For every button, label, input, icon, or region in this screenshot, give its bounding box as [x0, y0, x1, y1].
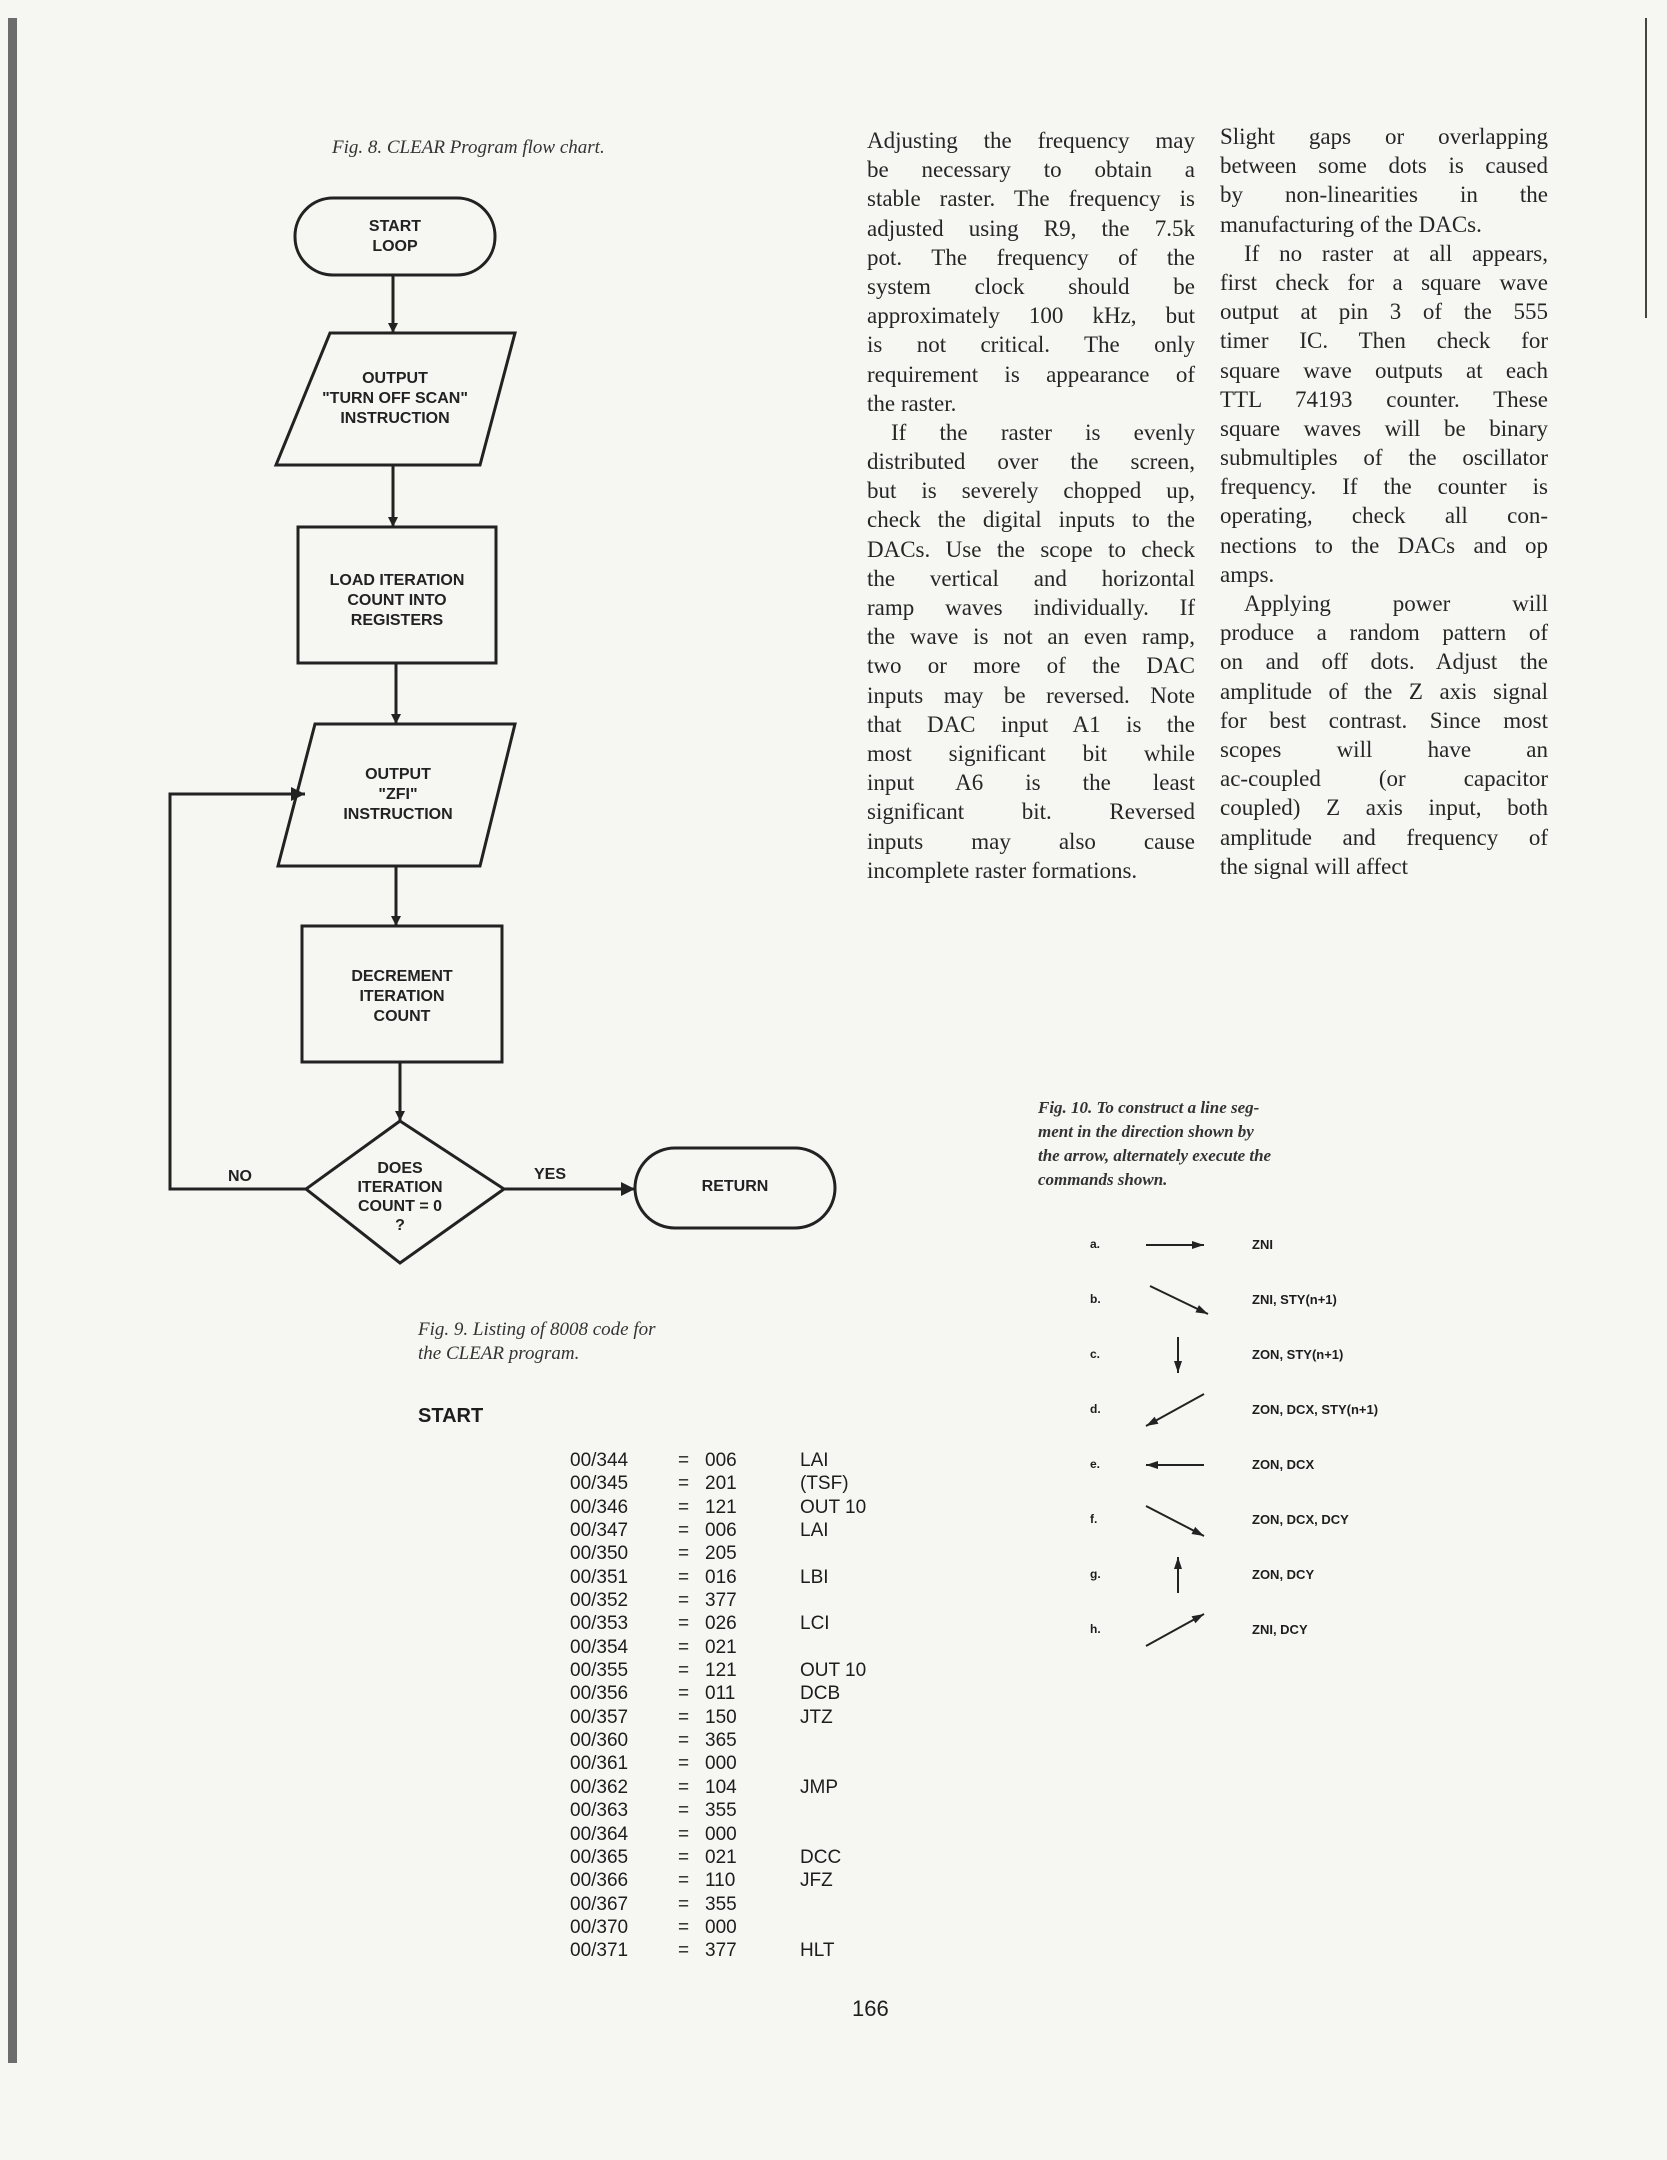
- fig9-start-label: START: [418, 1405, 484, 1427]
- listing-eq: =: [678, 1800, 690, 1822]
- fig10-row-letter: e.: [1090, 1457, 1101, 1471]
- text-line: Slight gaps or overlapping: [1220, 124, 1548, 149]
- listing-code: 150: [705, 1706, 737, 1728]
- listing-addr: 00/360: [570, 1730, 629, 1752]
- listing-mnem: [800, 1636, 920, 1659]
- text-line: distributed over the screen,: [867, 449, 1195, 475]
- listing-row: [570, 1729, 920, 1752]
- fig10-row: [1090, 1555, 1470, 1595]
- fig10-row: [1090, 1225, 1470, 1265]
- listing-addr: 00/345: [570, 1473, 629, 1495]
- text-line: produce a random pattern of: [1220, 620, 1548, 646]
- decision-label: DOES ITERATION COUNT = 0 ?: [357, 1160, 443, 1234]
- text-line: frequency. If the counter is: [1220, 474, 1548, 500]
- text-line: ramp waves individually. If: [867, 595, 1195, 620]
- fig9-caption-line2: the CLEAR program.: [418, 1343, 580, 1364]
- fig8-flowchart: [150, 185, 850, 1275]
- listing-row: [570, 1659, 920, 1682]
- listing-row: [570, 1589, 920, 1612]
- listing-row: [570, 1612, 920, 1635]
- start-loop-label: START LOOP: [368, 218, 422, 255]
- listing-code: 000: [705, 1916, 737, 1938]
- listing-code: 104: [705, 1776, 737, 1798]
- text-line: TTL 74193 counter. These: [1220, 386, 1548, 412]
- listing-addr: 00/371: [570, 1940, 629, 1962]
- listing-eq: =: [678, 1496, 690, 1518]
- listing-code: 000: [705, 1753, 737, 1775]
- text-line: adjusted using R9, the 7.5k: [867, 215, 1195, 241]
- listing-eq: =: [678, 1543, 690, 1565]
- fig10-row-letter: g.: [1090, 1567, 1101, 1581]
- fig10-row-letter: b.: [1090, 1292, 1101, 1306]
- listing-row: [570, 1752, 920, 1775]
- listing-addr: 00/350: [570, 1543, 629, 1565]
- listing-code: 006: [705, 1450, 737, 1471]
- text-line: significant bit. Reversed: [867, 799, 1195, 825]
- fig10-caption-line: ment in the direction shown by: [1038, 1122, 1254, 1141]
- listing-eq: =: [678, 1730, 690, 1752]
- fig10-row: [1090, 1390, 1470, 1430]
- fig10-command: ZON, DCY: [1252, 1567, 1315, 1582]
- direction-arrow-icon: [1138, 1390, 1218, 1430]
- direction-arrow-icon: [1138, 1555, 1218, 1595]
- listing-addr: 00/365: [570, 1846, 629, 1868]
- fig10-row-letter: h.: [1090, 1622, 1101, 1636]
- listing-code: 011: [705, 1683, 736, 1705]
- listing-eq: =: [678, 1613, 690, 1635]
- listing-row: [570, 1636, 920, 1659]
- listing-code: 110: [705, 1870, 736, 1892]
- listing-mnem: (TSF): [800, 1473, 849, 1495]
- listing-row: [570, 1449, 920, 1472]
- listing-mnem: LAI: [800, 1520, 829, 1542]
- page-number: 166: [852, 1996, 889, 2021]
- listing-addr: 00/357: [570, 1706, 629, 1728]
- fig10-row: [1090, 1610, 1470, 1650]
- fig10-command: ZNI, STY(n+1): [1252, 1292, 1337, 1307]
- listing-mnem: HLT: [800, 1940, 835, 1962]
- listing-mnem: [800, 1916, 920, 1939]
- listing-code: 000: [705, 1823, 737, 1845]
- text-line: but is severely chopped up,: [867, 478, 1195, 504]
- output-zfi-label: OUTPUT "ZFI" INSTRUCTION: [343, 766, 453, 823]
- listing-code: 377: [705, 1940, 737, 1962]
- fig10-command: ZON, DCX, STY(n+1): [1252, 1402, 1379, 1417]
- listing-addr: 00/347: [570, 1520, 629, 1542]
- listing-row: [570, 1916, 920, 1939]
- listing-eq: =: [678, 1823, 690, 1845]
- decrement-label: DECREMENT ITERATION COUNT: [351, 968, 453, 1025]
- listing-addr: 00/366: [570, 1870, 629, 1892]
- listing-code: 021: [705, 1636, 737, 1658]
- listing-eq: =: [678, 1753, 690, 1775]
- text-line: the wave is not an even ramp,: [867, 624, 1195, 650]
- listing-addr: 00/344: [570, 1450, 629, 1471]
- output-scan-label: OUTPUT "TURN OFF SCAN" INSTRUCTION: [322, 370, 468, 427]
- scan-edge-left: [8, 18, 17, 2063]
- text-line: most significant bit while: [867, 740, 1195, 766]
- fig9-caption-line1: Fig. 9. Listing of 8008 code for: [418, 1319, 656, 1340]
- text-line: system clock should be: [867, 273, 1195, 299]
- listing-addr: 00/367: [570, 1893, 629, 1915]
- fig10-row-letter: d.: [1090, 1402, 1101, 1416]
- listing-row: [570, 1823, 920, 1846]
- listing-addr: 00/351: [570, 1566, 629, 1588]
- listing-code: 121: [705, 1660, 737, 1682]
- listing-mnem: JTZ: [800, 1706, 833, 1728]
- listing-mnem: DCC: [800, 1846, 842, 1868]
- listing-eq: =: [678, 1776, 690, 1798]
- fig10-caption-line: the arrow, alternately execute the: [1038, 1146, 1272, 1165]
- listing-addr: 00/370: [570, 1916, 629, 1938]
- text-line: Applying power will: [1244, 591, 1548, 616]
- listing-eq: =: [678, 1683, 690, 1705]
- listing-code: 205: [705, 1543, 737, 1565]
- text-line: incomplete raster formations.: [867, 857, 1138, 883]
- listing-mnem: [800, 1823, 920, 1846]
- text-line: pot. The frequency of the: [867, 244, 1195, 270]
- listing-row: [570, 1869, 920, 1892]
- fig8-caption: Fig. 8. CLEAR Program flow chart.: [332, 137, 605, 158]
- text-line: two or more of the DAC: [867, 653, 1195, 679]
- listing-mnem: [800, 1893, 920, 1916]
- text-line: timer IC. Then check for: [1220, 328, 1548, 354]
- listing-eq: =: [678, 1566, 690, 1588]
- fig10-row: [1090, 1500, 1470, 1540]
- listing-code: 021: [705, 1846, 737, 1868]
- text-line: coupled) Z axis input, both: [1220, 795, 1548, 821]
- fig10-row: [1090, 1280, 1470, 1320]
- listing-code: 355: [705, 1893, 737, 1915]
- listing-mnem: LAI: [800, 1450, 829, 1471]
- listing-code: 121: [705, 1496, 737, 1518]
- text-line: output at pin 3 of the 555: [1220, 299, 1548, 325]
- listing-mnem: JMP: [800, 1776, 838, 1798]
- fig10-command: ZON, DCX, DCY: [1252, 1512, 1349, 1527]
- listing-mnem: LBI: [800, 1566, 829, 1588]
- listing-eq: =: [678, 1940, 690, 1962]
- text-line: ac-coupled (or capacitor: [1220, 766, 1548, 792]
- text-line: amps.: [1220, 561, 1275, 587]
- fig10-row-letter: a.: [1090, 1237, 1101, 1251]
- listing-eq: =: [678, 1893, 690, 1915]
- listing-code: 377: [705, 1590, 737, 1612]
- listing-mnem: [800, 1752, 920, 1775]
- text-line: is not critical. The only: [867, 332, 1195, 358]
- listing-mnem: DCB: [800, 1683, 841, 1705]
- fig10-caption-line: Fig. 10. To construct a line seg-: [1038, 1098, 1260, 1117]
- text-line: manufacturing of the DACs.: [1220, 211, 1482, 237]
- listing-code: 026: [705, 1613, 737, 1635]
- text-line: operating, check all con-: [1220, 503, 1548, 529]
- text-line: inputs may also cause: [867, 828, 1195, 854]
- listing-addr: 00/356: [570, 1683, 629, 1705]
- edge-label-yes: YES: [534, 1166, 567, 1183]
- text-line: square wave outputs at each: [1220, 357, 1548, 383]
- text-line: nections to the DACs and op: [1220, 532, 1548, 558]
- listing-eq: =: [678, 1636, 690, 1658]
- fig10-command: ZON, STY(n+1): [1252, 1347, 1344, 1362]
- text-line: inputs may be reversed. Note: [867, 682, 1195, 708]
- listing-addr: 00/346: [570, 1496, 629, 1518]
- direction-arrow-icon: [1138, 1335, 1218, 1375]
- listing-code: 365: [705, 1730, 737, 1752]
- listing-row: [570, 1846, 920, 1869]
- load-iteration-label: LOAD ITERATION COUNT INTO REGISTERS: [329, 572, 465, 629]
- listing-mnem: [800, 1729, 920, 1752]
- listing-code: 016: [705, 1566, 737, 1588]
- text-line: the raster.: [867, 390, 957, 416]
- listing-row: [570, 1893, 920, 1916]
- text-line: approximately 100 kHz, but: [867, 303, 1195, 329]
- text-line: If no raster at all appears,: [1244, 240, 1548, 266]
- listing-row: [570, 1519, 920, 1542]
- listing-mnem: OUT 10: [800, 1496, 867, 1518]
- listing-addr: 00/361: [570, 1753, 629, 1775]
- listing-eq: =: [678, 1870, 690, 1892]
- text-line: Adjusting the frequency may: [867, 128, 1195, 153]
- listing-eq: =: [678, 1706, 690, 1728]
- listing-eq: =: [678, 1450, 690, 1471]
- text-line: the vertical and horizontal: [867, 565, 1195, 591]
- listing-addr: 00/352: [570, 1590, 629, 1612]
- scan-edge-right: [1645, 18, 1647, 318]
- listing-row: [570, 1939, 920, 1962]
- listing-row: [570, 1472, 920, 1495]
- text-line: by non-linearities in the: [1220, 182, 1548, 208]
- listing-eq: =: [678, 1846, 690, 1868]
- listing-mnem: [800, 1799, 920, 1822]
- direction-arrow-icon: [1138, 1610, 1218, 1650]
- listing-addr: 00/364: [570, 1823, 629, 1845]
- listing-mnem: LCI: [800, 1613, 830, 1635]
- fig10-command: ZNI, DCY: [1252, 1622, 1308, 1637]
- listing-addr: 00/354: [570, 1636, 629, 1658]
- listing-eq: =: [678, 1660, 690, 1682]
- listing-eq: =: [678, 1916, 690, 1938]
- text-line: the signal will affect: [1220, 853, 1408, 879]
- text-line: first check for a square wave: [1220, 269, 1548, 295]
- listing-row: [570, 1799, 920, 1822]
- text-line: amplitude and frequency of: [1220, 824, 1548, 850]
- body-column-3: [1220, 122, 1548, 881]
- listing-row: [570, 1776, 920, 1799]
- listing-addr: 00/353: [570, 1613, 629, 1635]
- listing-row: [570, 1542, 920, 1565]
- text-line: If the raster is evenly: [891, 419, 1195, 445]
- fig10-row-letter: c.: [1090, 1347, 1101, 1361]
- listing-code: 006: [705, 1520, 737, 1542]
- direction-arrow-icon: [1138, 1500, 1218, 1540]
- edge-label-no: NO: [228, 1168, 252, 1185]
- fig10-caption-line: commands shown.: [1038, 1170, 1168, 1189]
- text-line: requirement is appearance of: [867, 361, 1195, 387]
- return-label: RETURN: [701, 1178, 769, 1195]
- fig10-row: [1090, 1445, 1470, 1485]
- text-line: on and off dots. Adjust the: [1220, 649, 1548, 675]
- listing-code: 201: [705, 1473, 737, 1495]
- listing-eq: =: [678, 1520, 690, 1542]
- fig10-row: [1090, 1335, 1470, 1375]
- text-line: DACs. Use the scope to check: [867, 536, 1195, 562]
- listing-addr: 00/363: [570, 1800, 629, 1822]
- text-line: that DAC input A1 is the: [867, 711, 1195, 737]
- text-line: for best contrast. Since most: [1220, 707, 1548, 733]
- listing-mnem: [800, 1542, 920, 1565]
- listing-addr: 00/362: [570, 1776, 629, 1798]
- text-line: between some dots is caused: [1220, 153, 1548, 179]
- listing-row: [570, 1566, 920, 1589]
- listing-mnem: [800, 1589, 920, 1612]
- listing-mnem: OUT 10: [800, 1660, 867, 1682]
- listing-eq: =: [678, 1473, 690, 1495]
- listing-addr: 00/355: [570, 1660, 629, 1682]
- body-column-2: [867, 126, 1195, 885]
- fig10-command: ZON, DCX: [1252, 1457, 1315, 1472]
- fig10-row-letter: f.: [1090, 1512, 1098, 1526]
- text-line: scopes will have an: [1220, 736, 1548, 762]
- text-line: be necessary to obtain a: [867, 157, 1195, 183]
- listing-row: [570, 1496, 920, 1519]
- fig9-code-listing: [570, 1449, 920, 1963]
- direction-arrow-icon: [1138, 1280, 1218, 1320]
- text-line: check the digital inputs to the: [867, 507, 1195, 533]
- fig10-command: ZNI: [1252, 1237, 1273, 1252]
- text-line: submultiples of the oscillator: [1220, 445, 1548, 471]
- direction-arrow-icon: [1138, 1445, 1218, 1485]
- text-line: amplitude of the Z axis signal: [1220, 678, 1548, 704]
- listing-mnem: JFZ: [800, 1870, 833, 1892]
- text-line: input A6 is the least: [867, 770, 1195, 796]
- text-line: square waves will be binary: [1220, 415, 1548, 441]
- direction-arrow-icon: [1138, 1225, 1218, 1265]
- listing-eq: =: [678, 1590, 690, 1612]
- listing-row: [570, 1706, 920, 1729]
- listing-code: 355: [705, 1800, 737, 1822]
- text-line: stable raster. The frequency is: [867, 186, 1195, 212]
- listing-row: [570, 1682, 920, 1705]
